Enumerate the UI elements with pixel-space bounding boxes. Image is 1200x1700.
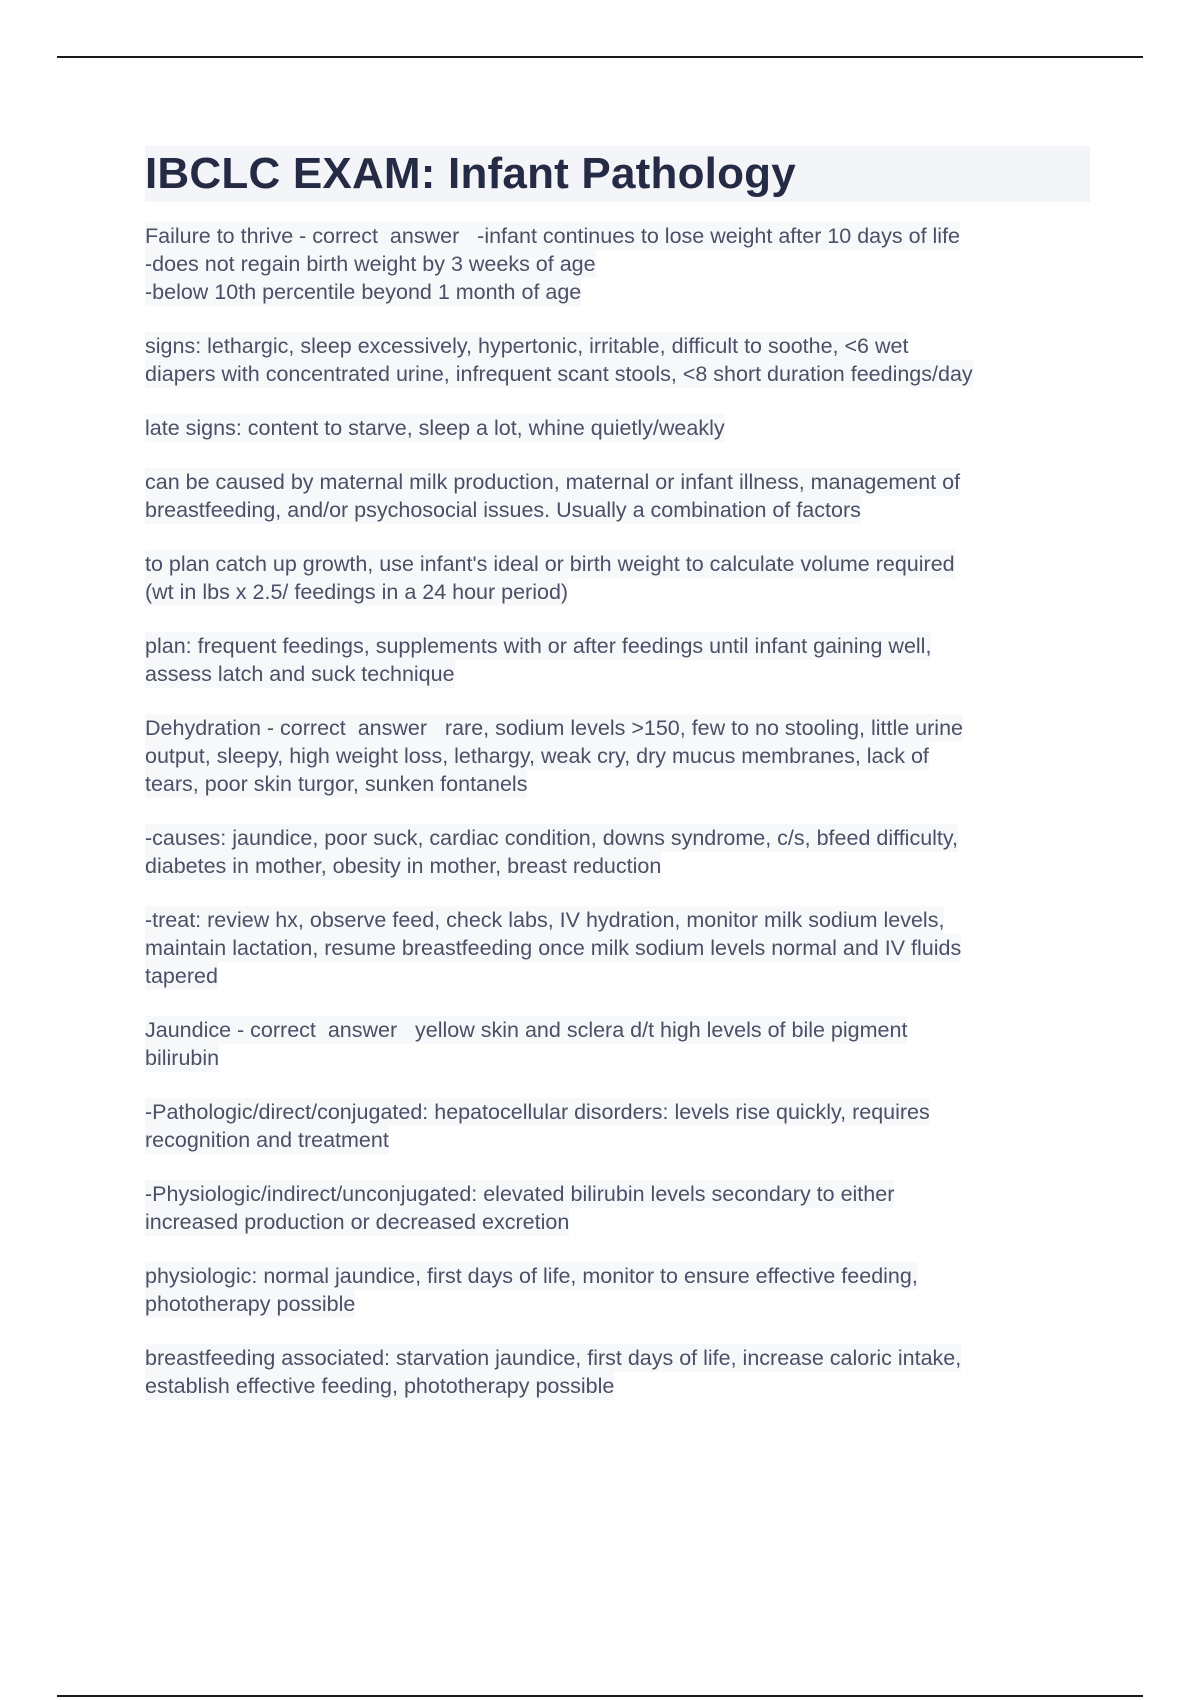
text-line: -Pathologic/direct/conjugated: hepatocellular disorders: levels rise quickly, requires bbox=[145, 1100, 930, 1124]
document-body bbox=[145, 146, 1090, 1426]
text-line: diabetes in mother, obesity in mother, breast reduction bbox=[145, 854, 662, 878]
text-line: -treat: review hx, observe feed, check labs, IV hydration, monitor milk sodium levels, bbox=[145, 908, 945, 932]
paragraph-breastfeeding-associated bbox=[145, 1344, 1090, 1400]
top-divider bbox=[57, 56, 1143, 58]
paragraph-failure-to-thrive bbox=[145, 222, 1090, 306]
text-line: increased production or decreased excretion bbox=[145, 1210, 570, 1234]
text-line: Dehydration - correct answer rare, sodium levels >150, few to no stooling, little urine bbox=[145, 716, 963, 740]
text-line: -does not regain birth weight by 3 weeks of age bbox=[145, 252, 596, 276]
document-title: IBCLC EXAM: Infant Pathology bbox=[145, 149, 796, 198]
paragraph-plan bbox=[145, 632, 1090, 688]
paragraph-signs bbox=[145, 332, 1090, 388]
paragraph-dehydration bbox=[145, 714, 1090, 798]
text-line: maintain lactation, resume breastfeeding once milk sodium levels normal and IV fluids bbox=[145, 936, 962, 960]
bottom-divider bbox=[57, 1695, 1143, 1697]
text-line: establish effective feeding, phototherapy possible bbox=[145, 1374, 615, 1398]
text-line: plan: frequent feedings, supplements with or after feedings until infant gaining well, bbox=[145, 634, 932, 658]
text-line: tears, poor skin turgor, sunken fontanels bbox=[145, 772, 528, 796]
text-line: Failure to thrive - correct answer -infant continues to lose weight after 10 days of life bbox=[145, 224, 960, 248]
text-line: Jaundice - correct answer yellow skin and sclera d/t high levels of bile pigment bbox=[145, 1018, 908, 1042]
text-line: recognition and treatment bbox=[145, 1128, 389, 1152]
paragraph-dehydration-treat bbox=[145, 906, 1090, 990]
paragraph-jaundice bbox=[145, 1016, 1090, 1072]
paragraph-causes-ftt bbox=[145, 468, 1090, 524]
text-line: signs: lethargic, sleep excessively, hypertonic, irritable, difficult to soothe, <6 wet bbox=[145, 334, 909, 358]
text-line: (wt in lbs x 2.5/ feedings in a 24 hour period) bbox=[145, 580, 569, 604]
title-band bbox=[145, 146, 1090, 202]
text-line: late signs: content to starve, sleep a lot, whine quietly/weakly bbox=[145, 416, 725, 440]
text-line: output, sleepy, high weight loss, lethargy, weak cry, dry mucus membranes, lack of bbox=[145, 744, 929, 768]
text-line: bilirubin bbox=[145, 1046, 220, 1070]
text-line: -Physiologic/indirect/unconjugated: elevated bilirubin levels secondary to either bbox=[145, 1182, 895, 1206]
paragraph-dehydration-causes bbox=[145, 824, 1090, 880]
text-line: breastfeeding, and/or psychosocial issues. Usually a combination of factors bbox=[145, 498, 861, 522]
text-line: diapers with concentrated urine, infrequent scant stools, <8 short duration feedings/day bbox=[145, 362, 973, 386]
paragraph-pathologic bbox=[145, 1098, 1090, 1154]
text-line: can be caused by maternal milk production, maternal or infant illness, management of bbox=[145, 470, 961, 494]
text-line: assess latch and suck technique bbox=[145, 662, 455, 686]
text-line: to plan catch up growth, use infant's ideal or birth weight to calculate volume required bbox=[145, 552, 955, 576]
text-line: physiologic: normal jaundice, first days of life, monitor to ensure effective feeding, bbox=[145, 1264, 918, 1288]
paragraph-late-signs bbox=[145, 414, 1090, 442]
text-line: -below 10th percentile beyond 1 month of age bbox=[145, 280, 582, 304]
text-line: phototherapy possible bbox=[145, 1292, 356, 1316]
text-line: tapered bbox=[145, 964, 218, 988]
text-line: -causes: jaundice, poor suck, cardiac condition, downs syndrome, c/s, bfeed difficulty, bbox=[145, 826, 959, 850]
paragraph-physiologic bbox=[145, 1262, 1090, 1318]
paragraph-catch-up-growth bbox=[145, 550, 1090, 606]
paragraph-physiologic-indirect bbox=[145, 1180, 1090, 1236]
text-line: breastfeeding associated: starvation jaundice, first days of life, increase caloric intake, bbox=[145, 1346, 962, 1370]
